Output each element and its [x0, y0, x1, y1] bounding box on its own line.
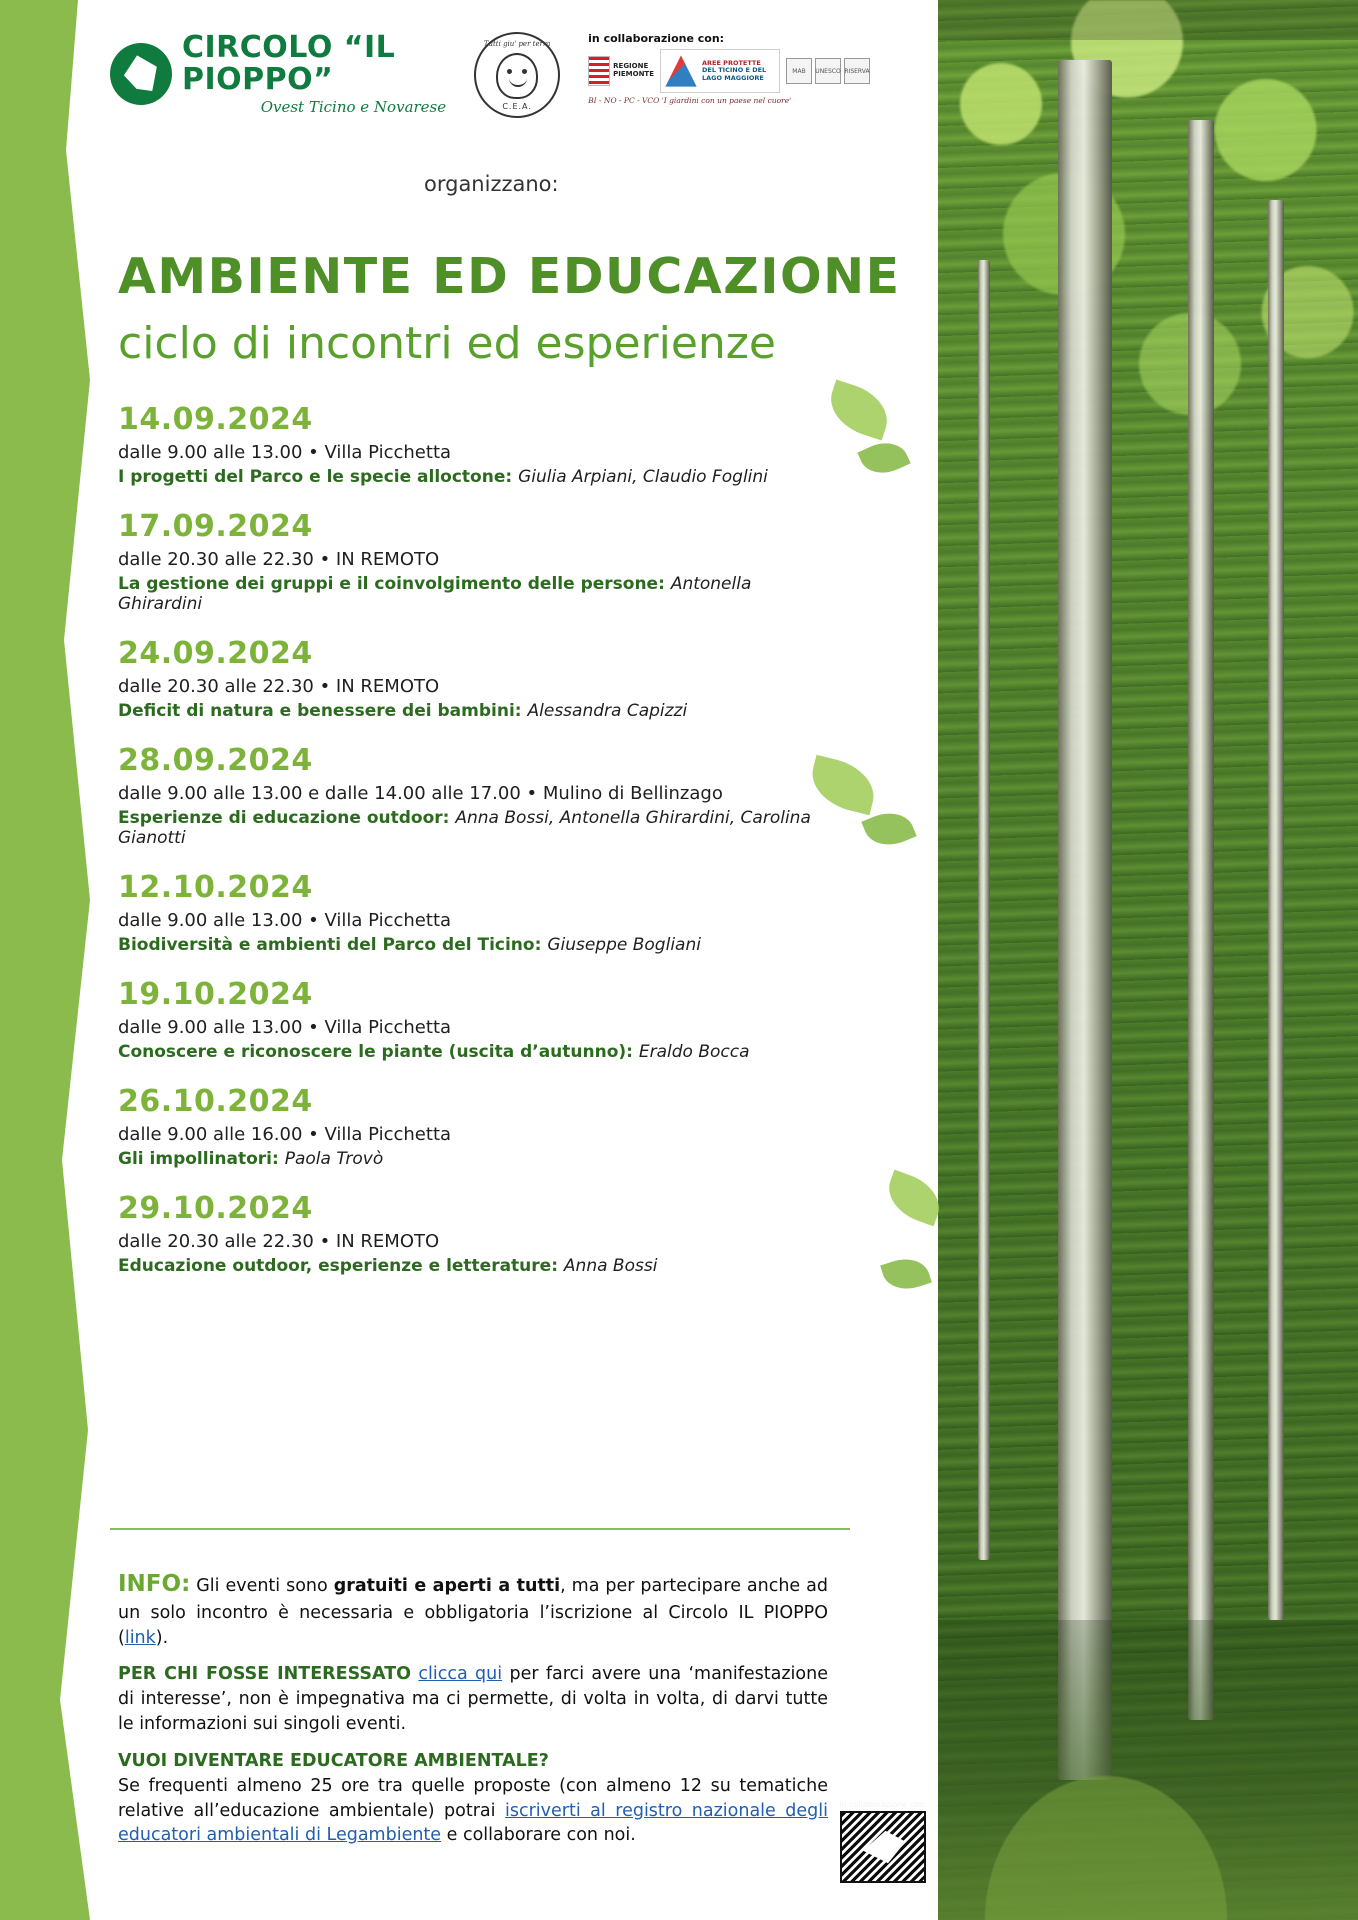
organizers-intro: organizzano:	[424, 172, 559, 196]
regione-line-1: REGIONE	[613, 62, 649, 71]
event-topic: I progetti del Parco e le specie alloctone: Giulia Arpiani, Claudio Foglini	[118, 467, 768, 487]
event-date: 12.10.2024	[118, 870, 313, 905]
section-divider	[110, 1528, 850, 1530]
info-text-2: per farci avere una ‘manifestazione di interesse’, non è impegnativa ma ci permette, di volta in volta, di darvi tutte le informazioni sui singoli eventi.	[118, 1664, 828, 1735]
event-speakers: Eraldo Bocca	[638, 1042, 750, 1062]
page-subtitle: ciclo di incontri ed esperienze	[118, 318, 776, 369]
event-time-place: dalle 9.00 alle 13.00 e dalle 14.00 alle 17.00 • Mulino di Bellinzago	[118, 783, 723, 804]
event-topic: Gli impollinatori: Paola Trovò	[118, 1149, 384, 1169]
educatore-question-label: VUOI DIVENTARE EDUCATORE AMBIENTALE?	[118, 1750, 549, 1771]
event-speakers: Giuseppe Bogliani	[547, 935, 701, 955]
event-date: 24.09.2024	[118, 636, 313, 671]
cea-top-label: Tutti giu' per terra	[483, 40, 551, 48]
event-date: 14.09.2024	[118, 402, 313, 437]
list-item	[118, 1191, 838, 1276]
legambiente-icon	[840, 1811, 926, 1883]
event-time-place: dalle 9.00 alle 13.00 • Villa Picchetta	[118, 442, 452, 463]
event-speakers: Antonella Ghirardini	[118, 574, 752, 614]
header-logo-row	[110, 32, 870, 122]
unesco-badge-3: RISERVA	[844, 58, 870, 84]
event-date: 19.10.2024	[118, 977, 313, 1012]
event-time-place: dalle 20.30 alle 22.30 • IN REMOTO	[118, 676, 440, 697]
info-text-1a: Gli eventi sono	[190, 1576, 334, 1596]
events-list	[118, 402, 838, 1298]
list-item	[118, 870, 838, 955]
regione-flag-icon	[588, 56, 610, 86]
unesco-logos	[786, 56, 870, 86]
list-item	[118, 977, 838, 1062]
footer-collab-label: in collaborazione con:	[839, 1800, 927, 1809]
event-date: 17.09.2024	[118, 509, 313, 544]
info-text-1c: , ma per partecipare anche ad un solo incontro è necessaria e obbligatoria l’iscrizione al Circolo IL PIOPPO (	[118, 1576, 828, 1648]
parco-line-2: DEL TICINO E DEL	[702, 66, 767, 75]
bird-leaf-icon	[110, 43, 172, 105]
cea-bottom-label: C.E.A.	[502, 102, 532, 111]
collaboration-title: in collaborazione con:	[588, 32, 725, 45]
circolo-il-pioppo-logo	[110, 32, 446, 116]
event-speakers: Anna Bossi	[563, 1256, 658, 1276]
info-text-3a: Se frequenti almeno 25 ore tra quelle proposte (con almeno 12 su tematiche relative all’educazione ambientale) potrai	[118, 1775, 828, 1821]
collaboration-logo-block	[588, 32, 870, 105]
regione-line-2: PIEMONTE	[613, 70, 654, 78]
registro-nazionale-link[interactable]: iscriverti al registro nazionale degli educatori ambientali di Legambiente	[118, 1800, 828, 1846]
smiley-face-icon	[496, 53, 538, 99]
parco-line-3: LAGO MAGGIORE	[702, 73, 764, 82]
parco-line-1: AREE PROTETTE	[702, 58, 761, 67]
info-paragraph-2	[118, 1662, 828, 1737]
info-text-bold: gratuiti e aperti a tutti	[333, 1576, 561, 1596]
event-date: 29.10.2024	[118, 1191, 313, 1226]
info-paragraph-3	[118, 1749, 828, 1848]
organization-name: CIRCOLO “IL PIOPPO”	[182, 30, 396, 97]
list-item	[118, 509, 838, 614]
event-topic: Deficit di natura e benessere dei bambini: Alessandra Capizzi	[118, 701, 688, 721]
event-topic: Esperienze di educazione outdoor: Anna Bossi, Antonella Ghirardini, Carolina Gianotti	[118, 808, 811, 848]
event-topic: La gestione dei gruppi e il coinvolgimento delle persone: Antonella Ghirardini	[118, 574, 752, 614]
event-topic: Educazione outdoor, esperienze e letterature: Anna Bossi	[118, 1256, 658, 1276]
event-time-place: dalle 9.00 alle 16.00 • Villa Picchetta	[118, 1124, 452, 1145]
event-time-place: dalle 20.30 alle 22.30 • IN REMOTO	[118, 549, 440, 570]
event-speakers: Paola Trovò	[284, 1149, 384, 1169]
regione-piemonte-logo	[588, 48, 654, 94]
iscrizione-link[interactable]: link	[124, 1627, 156, 1648]
event-topic: Conoscere e riconoscere le piante (uscita d’autunno): Eraldo Bocca	[118, 1042, 750, 1062]
event-topic: Biodiversità e ambienti del Parco del Ticino: Giuseppe Bogliani	[118, 935, 701, 955]
event-date: 26.10.2024	[118, 1084, 313, 1119]
partner-logos	[588, 48, 870, 94]
event-speakers: Anna Bossi, Antonella Ghirardini, Carolina Gianotti	[118, 808, 811, 848]
cea-logo	[474, 32, 560, 118]
event-date: 28.09.2024	[118, 743, 313, 778]
info-label: INFO:	[118, 1571, 191, 1597]
aree-protette-logo	[660, 49, 780, 93]
legambiente-region-label: NOVARA - VCO	[843, 1886, 923, 1896]
info-paragraph-1	[118, 1568, 828, 1650]
collaboration-footnote: BI - NO - PC - VCO 'I giardini con un paese nel cuore'	[588, 96, 792, 105]
list-item	[118, 743, 838, 848]
event-time-place: dalle 9.00 alle 13.00 • Villa Picchetta	[118, 910, 452, 931]
event-time-place: dalle 9.00 alle 13.00 • Villa Picchetta	[118, 1017, 452, 1038]
clicca-qui-link[interactable]: clicca qui	[418, 1664, 503, 1685]
info-text-3b: e collaborare con noi.	[441, 1825, 636, 1846]
organization-subtitle: Ovest Ticino e Novarese	[260, 98, 447, 116]
event-time-place: dalle 20.30 alle 22.30 • IN REMOTO	[118, 1231, 440, 1252]
list-item	[118, 402, 838, 487]
mountain-icon	[664, 54, 698, 88]
unesco-badge-2: UNESCO	[815, 58, 841, 84]
info-section	[118, 1568, 828, 1860]
interessato-label: PER CHI FOSSE INTERESSATO	[118, 1664, 412, 1685]
event-speakers: Giulia Arpiani, Claudio Foglini	[518, 467, 768, 487]
unesco-badge-1: MAB	[786, 58, 812, 84]
legambiente-footer-logo	[830, 1800, 936, 1896]
list-item	[118, 636, 838, 721]
list-item	[118, 1084, 838, 1169]
event-speakers: Alessandra Capizzi	[527, 701, 688, 721]
page-title: AMBIENTE ED EDUCAZIONE	[118, 248, 901, 305]
info-text-1d: ).	[155, 1627, 169, 1648]
